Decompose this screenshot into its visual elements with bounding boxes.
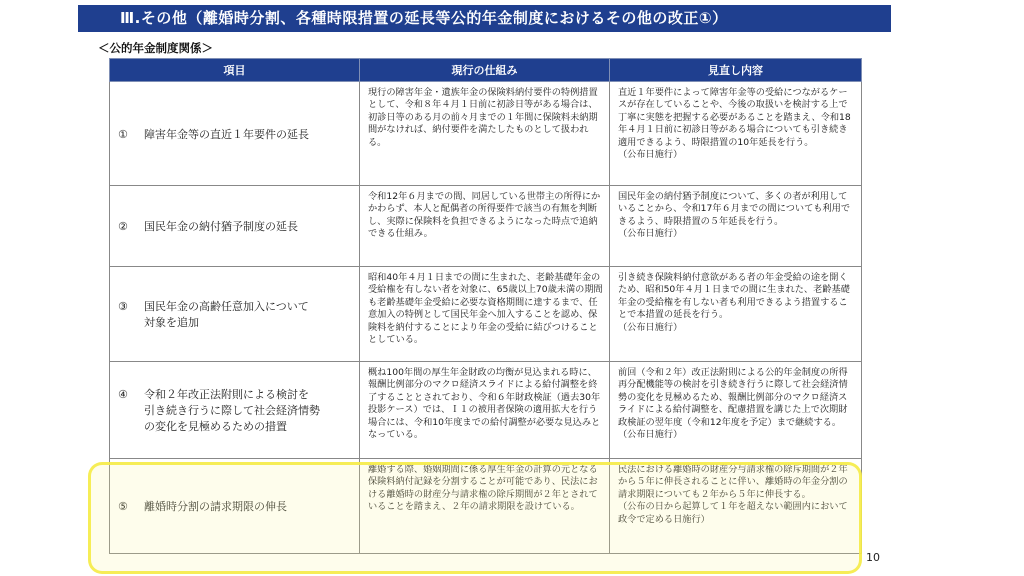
item-title-line: 対象を追加 xyxy=(144,316,199,329)
item-title-line: 引き続き行うに際して社会経済情勢 xyxy=(144,404,320,417)
table-row xyxy=(110,362,862,459)
current-cell: 離婚する際、婚姻期間に係る厚生年金の計算の元となる保険料納付記録を分割することが可能であり、民法における離婚時の財産分与請求権の除斥期間が２年とされていることを踏まえ、２年の請求期限を設けている。 xyxy=(360,459,610,554)
item-title: 令和２年改正法附則による検討を xyxy=(144,388,309,401)
current-cell: 昭和40年４月１日までの間に生まれた、老齢基礎年金の受給権を有しない者を対象に、65歳以上70歳未満の期間も老齢基礎年金受給に必要な資格期間に達するまで、任意加入の特例として国民年金へ加入することを認め、保険料を納付することにより年金の受給に結びつけることとしている。 xyxy=(360,267,610,362)
table-header-row xyxy=(110,59,862,82)
reform-table xyxy=(109,58,862,554)
revision-cell: 前回（令和２年）改正法附則による公的年金制度の所得再分配機能等の検討を引き続き行うに際して社会経済情勢の変化を見極めるため、報酬比例部分のマクロ経済スライドによる給付調整を、配慮措置を講じた上で次期財政検証の翌年度（令和12年度を予定）まで継続する。 （公布日施行） xyxy=(610,362,862,459)
item-cell xyxy=(110,459,360,554)
item-title: 離婚時分割の請求期限の伸長 xyxy=(144,500,287,513)
header-current: 現行の仕組み xyxy=(360,59,610,82)
item-number: ⑤ xyxy=(118,500,128,513)
current-cell: 令和12年６月までの間、同居している世帯主の所得にかかわらず、本人と配偶者の所得要件で該当の有無を判断し、実際に保険料を負担できるようになった時点で追納できる仕組み。 xyxy=(360,186,610,267)
revision-cell: 直近１年要件によって障害年金等の受給につながるケースが存在していることや、今後の取扱いを検討する上で丁寧に実態を把握する必要があることを踏まえ、令和18年４月１日前に初診日等がある場合についても引き続き適用できるよう、時限措置の10年延長を行う。 （公布日施行） xyxy=(610,82,862,186)
page-banner xyxy=(78,5,891,32)
item-cell xyxy=(110,82,360,186)
item-cell xyxy=(110,186,360,267)
table-row xyxy=(110,186,862,267)
table-row xyxy=(110,267,862,362)
item-number: ③ xyxy=(118,300,128,313)
item-title: 国民年金の納付猶予制度の延長 xyxy=(144,220,298,233)
revision-cell: 民法における離婚時の財産分与請求権の除斥期間が２年から５年に伸長されることに伴い、離婚時の年金分割の請求期限についても２年から５年に伸長する。 （公布の日から起算して１年を超えない範囲内において政令で定める日施行） xyxy=(610,459,862,554)
header-item: 項目 xyxy=(110,59,360,82)
banner-title: Ⅲ.その他（離婚時分割、各種時限措置の延長等公的年金制度におけるその他の改正①） xyxy=(120,9,728,27)
item-cell xyxy=(110,362,360,459)
item-number: ② xyxy=(118,220,128,233)
table-row xyxy=(110,82,862,186)
item-number: ④ xyxy=(118,388,128,401)
header-revision: 見直し内容 xyxy=(610,59,862,82)
current-cell: 概ね100年間の厚生年金財政の均衡が見込まれる時に、報酬比例部分のマクロ経済スライドによる給付調整を終了することとされており、令和６年財政検証（過去30年投影ケース）では、Ｉ１の被用者保険の適用拡大を行う場合には、令和10年度までの給付調整が必要な見込みとなっている。 xyxy=(360,362,610,459)
item-number: ① xyxy=(118,127,128,141)
item-title: 国民年金の高齢任意加入について xyxy=(144,300,309,313)
revision-cell: 国民年金の納付猶予制度について、多くの者が利用していることから、令和17年６月までの間についても利用できるよう、時限措置の５年延長を行う。 （公布日施行） xyxy=(610,186,862,267)
section-label: ＜公的年金制度関係＞ xyxy=(98,41,213,55)
page-number: 10 xyxy=(866,551,880,564)
current-cell: 現行の障害年金・遺族年金の保険料納付要件の特例措置として、令和８年４月１日前に初診日等がある場合は、初診日等のある月の前々月までの１年間に保険料未納期間がなければ、納付要件を満たしたものとして扱われる。 xyxy=(360,82,610,186)
table-row xyxy=(110,459,862,554)
item-title: 障害年金等の直近１年要件の延長 xyxy=(144,127,309,141)
revision-cell: 引き続き保険料納付意欲がある者の年金受給の途を開くため、昭和50年４月１日までの間に生まれた、老齢基礎年金の受給権を有しない者も利用できるよう措置することで本措置の延長を行う。 （公布日施行） xyxy=(610,267,862,362)
item-cell xyxy=(110,267,360,362)
item-title-line: の変化を見極めるための措置 xyxy=(144,420,287,433)
